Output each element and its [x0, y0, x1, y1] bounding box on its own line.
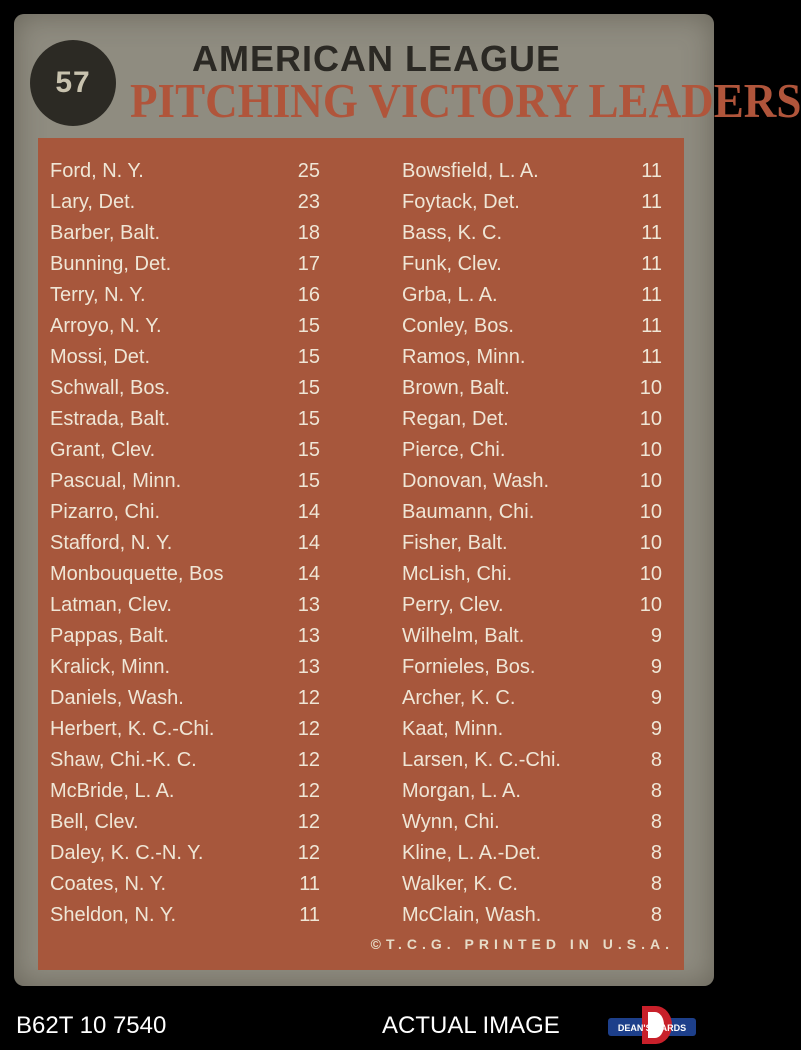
right-pitcher-wins-24: 8 — [650, 873, 662, 895]
left-pitcher-name-16: Pappas, Balt. — [50, 625, 169, 647]
left-pitcher-name-13: Stafford, N. Y. — [50, 532, 173, 554]
left-pitcher-wins-4: 17 — [297, 253, 320, 275]
right-pitcher-wins-25: 8 — [650, 904, 662, 926]
right-pitcher-wins-23: 8 — [650, 842, 662, 864]
left-pitcher-name-7: Mossi, Det. — [50, 346, 151, 368]
right-pitcher-name-15: Perry, Clev. — [402, 594, 504, 616]
left-pitcher-name-9: Estrada, Balt. — [50, 408, 171, 430]
right-pitcher-name-21: Morgan, L. A. — [402, 780, 521, 802]
right-pitcher-name-5: Grba, L. A. — [402, 284, 498, 306]
right-pitcher-wins-3: 11 — [641, 222, 662, 244]
right-pitcher-wins-19: 9 — [650, 718, 662, 740]
left-pitcher-wins-22: 12 — [297, 811, 320, 833]
right-pitcher-name-13: Fisher, Balt. — [402, 532, 508, 554]
left-pitcher-name-2: Lary, Det. — [50, 191, 136, 213]
right-pitcher-wins-8: 10 — [639, 377, 662, 399]
right-names-column — [402, 156, 561, 931]
left-pitcher-name-14: Monbouquette, Bos — [50, 563, 224, 585]
right-pitcher-name-2: Foytack, Det. — [402, 191, 520, 213]
left-pitcher-name-24: Coates, N. Y. — [50, 873, 166, 895]
left-pitcher-name-12: Pizarro, Chi. — [50, 501, 161, 523]
left-pitcher-wins-1: 25 — [297, 160, 320, 182]
right-pitcher-wins-18: 9 — [650, 687, 662, 709]
right-pitcher-name-6: Conley, Bos. — [402, 315, 514, 337]
left-pitcher-wins-13: 14 — [297, 532, 320, 554]
left-pitcher-name-17: Kralick, Minn. — [50, 656, 171, 678]
left-pitcher-name-18: Daniels, Wash. — [50, 687, 184, 709]
left-pitcher-name-5: Terry, N. Y. — [50, 284, 146, 306]
right-pitcher-name-16: Wilhelm, Balt. — [402, 625, 525, 647]
left-pitcher-wins-14: 14 — [297, 563, 320, 585]
left-pitcher-wins-17: 13 — [297, 656, 320, 678]
right-pitcher-name-4: Funk, Clev. — [402, 253, 502, 275]
left-pitcher-wins-9: 15 — [297, 408, 320, 430]
left-pitcher-wins-16: 13 — [297, 625, 320, 647]
right-pitcher-wins-15: 10 — [639, 594, 662, 616]
left-pitcher-name-20: Shaw, Chi.-K. C. — [50, 749, 197, 771]
left-pitcher-wins-3: 18 — [297, 222, 320, 244]
left-pitcher-wins-8: 15 — [297, 377, 320, 399]
left-pitcher-wins-25: 11 — [299, 904, 320, 926]
right-pitcher-wins-1: 11 — [641, 160, 662, 182]
right-pitcher-name-23: Kline, L. A.-Det. — [402, 842, 541, 864]
left-wins-column — [268, 156, 320, 931]
right-pitcher-wins-16: 9 — [650, 625, 662, 647]
right-wins-column — [608, 156, 662, 931]
right-pitcher-wins-20: 8 — [650, 749, 662, 771]
left-pitcher-wins-5: 16 — [297, 284, 320, 306]
right-pitcher-wins-6: 11 — [641, 315, 662, 337]
right-pitcher-wins-4: 11 — [641, 253, 662, 275]
right-pitcher-name-18: Archer, K. C. — [402, 687, 516, 709]
left-pitcher-wins-11: 15 — [297, 470, 320, 492]
left-pitcher-wins-12: 14 — [297, 501, 320, 523]
right-pitcher-wins-17: 9 — [650, 656, 662, 678]
left-names-column — [50, 156, 223, 931]
left-pitcher-name-22: Bell, Clev. — [50, 811, 139, 833]
title-league: AMERICAN LEAGUE — [192, 38, 562, 79]
left-pitcher-name-3: Barber, Balt. — [50, 222, 161, 244]
left-pitcher-name-4: Bunning, Det. — [50, 253, 172, 275]
logo-text: DEAN'S CARDS — [617, 1023, 687, 1033]
card-number-badge — [30, 40, 116, 126]
left-pitcher-name-8: Schwall, Bos. — [50, 377, 171, 399]
right-pitcher-name-11: Donovan, Wash. — [402, 470, 550, 492]
right-pitcher-name-25: McClain, Wash. — [402, 904, 542, 926]
left-pitcher-wins-23: 12 — [297, 842, 320, 864]
left-pitcher-name-23: Daley, K. C.-N. Y. — [50, 842, 204, 864]
title-category: PITCHING VICTORY LEADERS — [130, 73, 801, 128]
right-pitcher-name-17: Fornieles, Bos. — [402, 656, 536, 678]
right-pitcher-name-10: Pierce, Chi. — [402, 439, 506, 461]
left-pitcher-wins-24: 11 — [299, 873, 320, 895]
actual-image-label: ACTUAL IMAGE — [382, 1012, 560, 1039]
left-pitcher-name-11: Pascual, Minn. — [50, 470, 182, 492]
right-pitcher-name-7: Ramos, Minn. — [402, 346, 526, 368]
left-pitcher-wins-21: 12 — [297, 780, 320, 802]
left-pitcher-wins-19: 12 — [297, 718, 320, 740]
right-pitcher-name-22: Wynn, Chi. — [402, 811, 500, 833]
right-pitcher-wins-14: 10 — [639, 563, 662, 585]
right-pitcher-name-14: McLish, Chi. — [402, 563, 513, 585]
left-pitcher-name-19: Herbert, K. C.-Chi. — [50, 718, 215, 740]
right-pitcher-wins-2: 11 — [641, 191, 662, 213]
left-pitcher-wins-15: 13 — [297, 594, 320, 616]
right-pitcher-wins-9: 10 — [639, 408, 662, 430]
left-pitcher-wins-6: 15 — [297, 315, 320, 337]
card-number: 57 — [55, 66, 91, 99]
right-pitcher-wins-7: 11 — [641, 346, 662, 368]
right-pitcher-name-24: Walker, K. C. — [402, 873, 518, 895]
left-pitcher-name-6: Arroyo, N. Y. — [50, 315, 162, 337]
right-pitcher-name-19: Kaat, Minn. — [402, 718, 504, 740]
cert-number: B62T 10 7540 — [16, 1012, 167, 1039]
right-pitcher-name-3: Bass, K. C. — [402, 222, 503, 244]
right-pitcher-wins-22: 8 — [650, 811, 662, 833]
left-pitcher-name-21: McBride, L. A. — [50, 780, 175, 802]
right-pitcher-wins-12: 10 — [639, 501, 662, 523]
deans-cards-logo — [606, 1004, 698, 1046]
right-pitcher-name-9: Regan, Det. — [402, 408, 509, 430]
right-pitcher-wins-21: 8 — [650, 780, 662, 802]
left-pitcher-name-1: Ford, N. Y. — [50, 160, 144, 182]
left-pitcher-wins-20: 12 — [297, 749, 320, 771]
left-pitcher-wins-7: 15 — [297, 346, 320, 368]
left-pitcher-wins-2: 23 — [297, 191, 320, 213]
left-pitcher-wins-10: 15 — [297, 439, 320, 461]
leaders-panel — [38, 138, 684, 970]
left-pitcher-wins-18: 12 — [297, 687, 320, 709]
left-pitcher-name-10: Grant, Clev. — [50, 439, 156, 461]
copyright-line: ©T.C.G. PRINTED IN U.S.A. — [370, 936, 674, 952]
baseball-card-back — [14, 14, 801, 986]
left-pitcher-name-15: Latman, Clev. — [50, 594, 172, 616]
right-pitcher-name-20: Larsen, K. C.-Chi. — [402, 749, 561, 771]
right-pitcher-name-1: Bowsfield, L. A. — [402, 160, 539, 182]
right-pitcher-wins-13: 10 — [639, 532, 662, 554]
left-pitcher-name-25: Sheldon, N. Y. — [50, 904, 177, 926]
right-pitcher-wins-11: 10 — [639, 470, 662, 492]
right-pitcher-wins-10: 10 — [639, 439, 662, 461]
right-pitcher-name-12: Baumann, Chi. — [402, 501, 535, 523]
right-pitcher-wins-5: 11 — [641, 284, 662, 306]
right-pitcher-name-8: Brown, Balt. — [402, 377, 510, 399]
